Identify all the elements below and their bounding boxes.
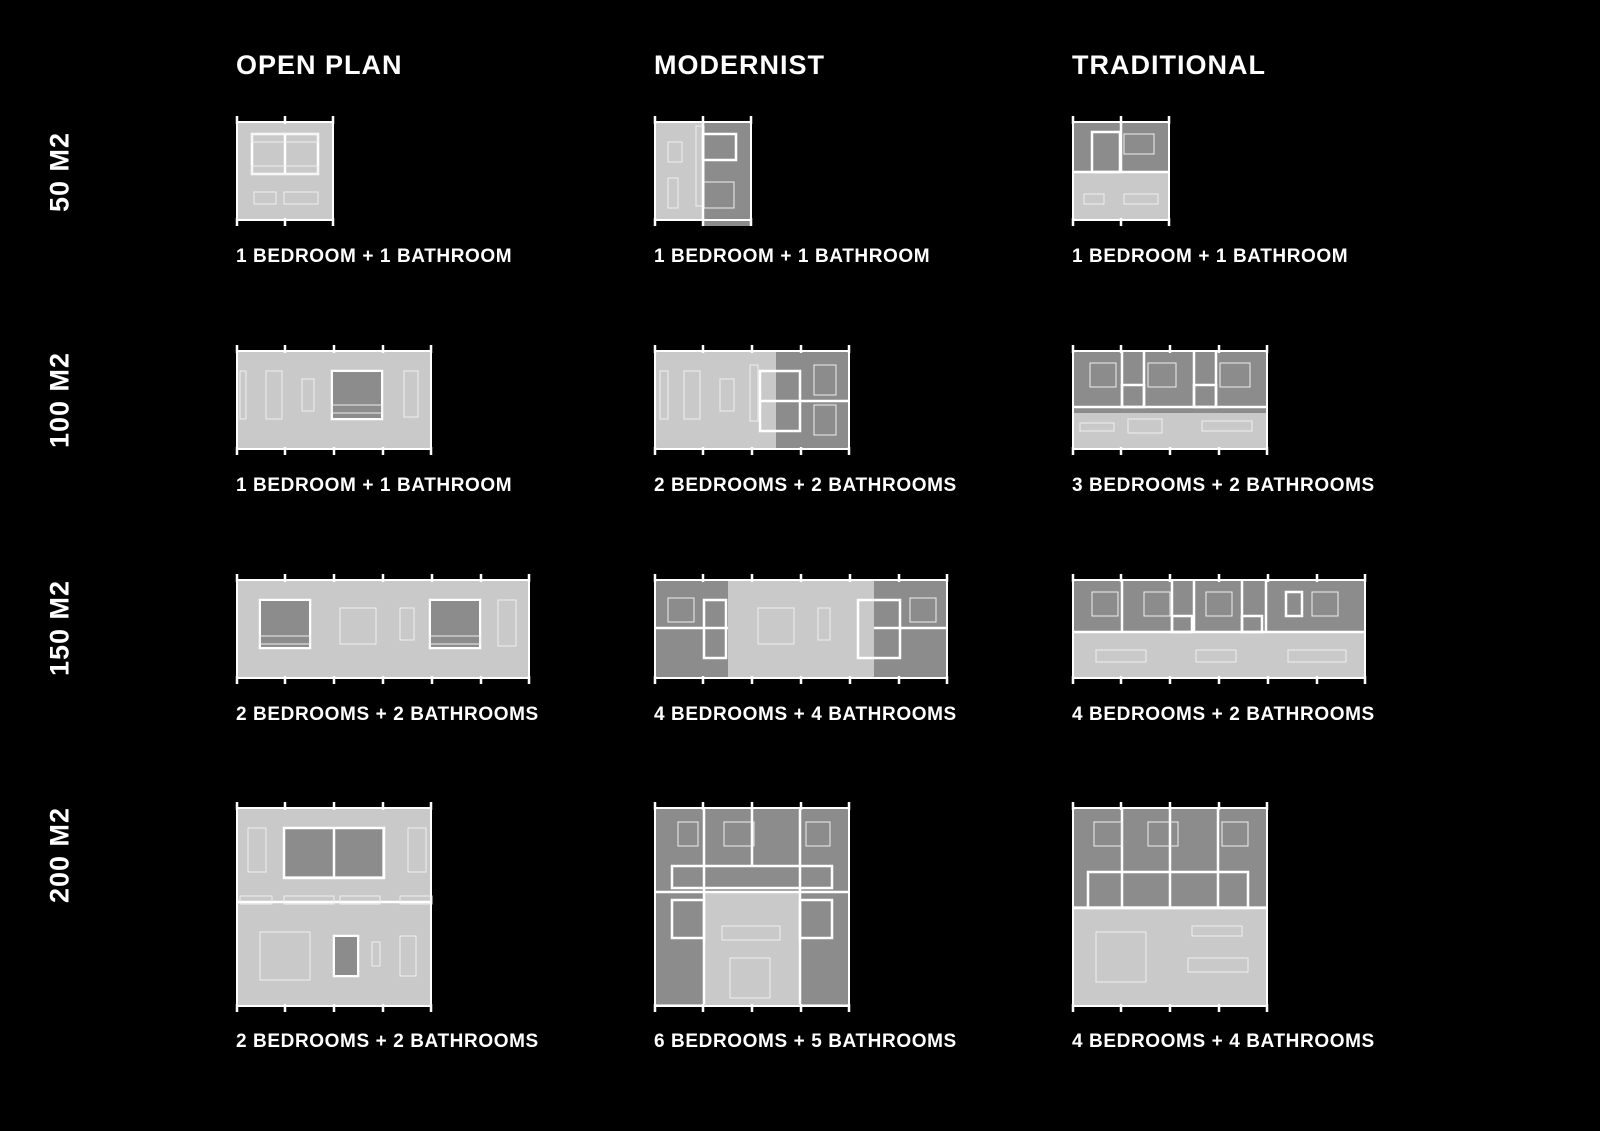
plan-caption: 1 BEDROOM + 1 BATHROOM (654, 246, 931, 267)
plan-caption: 4 BEDROOMS + 4 BATHROOMS (654, 704, 957, 725)
plan-100-modernist (654, 345, 850, 455)
plan-200-traditional (1072, 802, 1268, 1012)
plan-200-modernist (654, 802, 850, 1012)
plan-100-open-plan (236, 345, 432, 455)
floor-plan-drawing (1072, 802, 1272, 1014)
floor-plan-drawing (1072, 574, 1370, 686)
plan-caption: 2 BEDROOMS + 2 BATHROOMS (236, 704, 539, 725)
plan-150-traditional (1072, 574, 1366, 684)
plan-50-open-plan (236, 116, 334, 226)
plan-caption: 1 BEDROOM + 1 BATHROOM (236, 246, 513, 267)
plan-caption: 4 BEDROOMS + 4 BATHROOMS (1072, 1031, 1375, 1052)
floor-plan-drawing (1072, 345, 1272, 457)
floor-plan-drawing (654, 802, 854, 1014)
floor-plan-drawing (654, 116, 756, 228)
floor-plan-drawing (1072, 116, 1174, 228)
column-header-traditional: TRADITIONAL (1072, 50, 1266, 80)
plan-caption: 2 BEDROOMS + 2 BATHROOMS (654, 475, 957, 496)
row-label-200: 200 M2 (44, 806, 75, 904)
floor-plan-drawing (236, 116, 338, 228)
column-header-modernist: MODERNIST (654, 50, 825, 80)
plan-100-traditional (1072, 345, 1268, 455)
plan-caption: 4 BEDROOMS + 2 BATHROOMS (1072, 704, 1375, 725)
floor-plan-drawing (236, 802, 436, 1014)
column-header-open-plan: OPEN PLAN (236, 50, 403, 80)
plan-50-traditional (1072, 116, 1170, 226)
row-label-100: 100 M2 (44, 351, 75, 449)
plan-200-open-plan (236, 802, 432, 1012)
floor-plan-drawing (654, 574, 952, 686)
row-label-50: 50 M2 (44, 131, 75, 213)
floor-plan-drawing (236, 574, 534, 686)
floor-plan-drawing (236, 345, 436, 457)
plan-caption: 6 BEDROOMS + 5 BATHROOMS (654, 1031, 957, 1052)
plan-caption: 1 BEDROOM + 1 BATHROOM (1072, 246, 1349, 267)
floor-plan-drawing (654, 345, 854, 457)
plan-50-modernist (654, 116, 752, 226)
plan-caption: 1 BEDROOM + 1 BATHROOM (236, 475, 513, 496)
plan-caption: 3 BEDROOMS + 2 BATHROOMS (1072, 475, 1375, 496)
plan-150-open-plan (236, 574, 530, 684)
row-label-150: 150 M2 (44, 579, 75, 677)
plan-150-modernist (654, 574, 948, 684)
plan-caption: 2 BEDROOMS + 2 BATHROOMS (236, 1031, 539, 1052)
